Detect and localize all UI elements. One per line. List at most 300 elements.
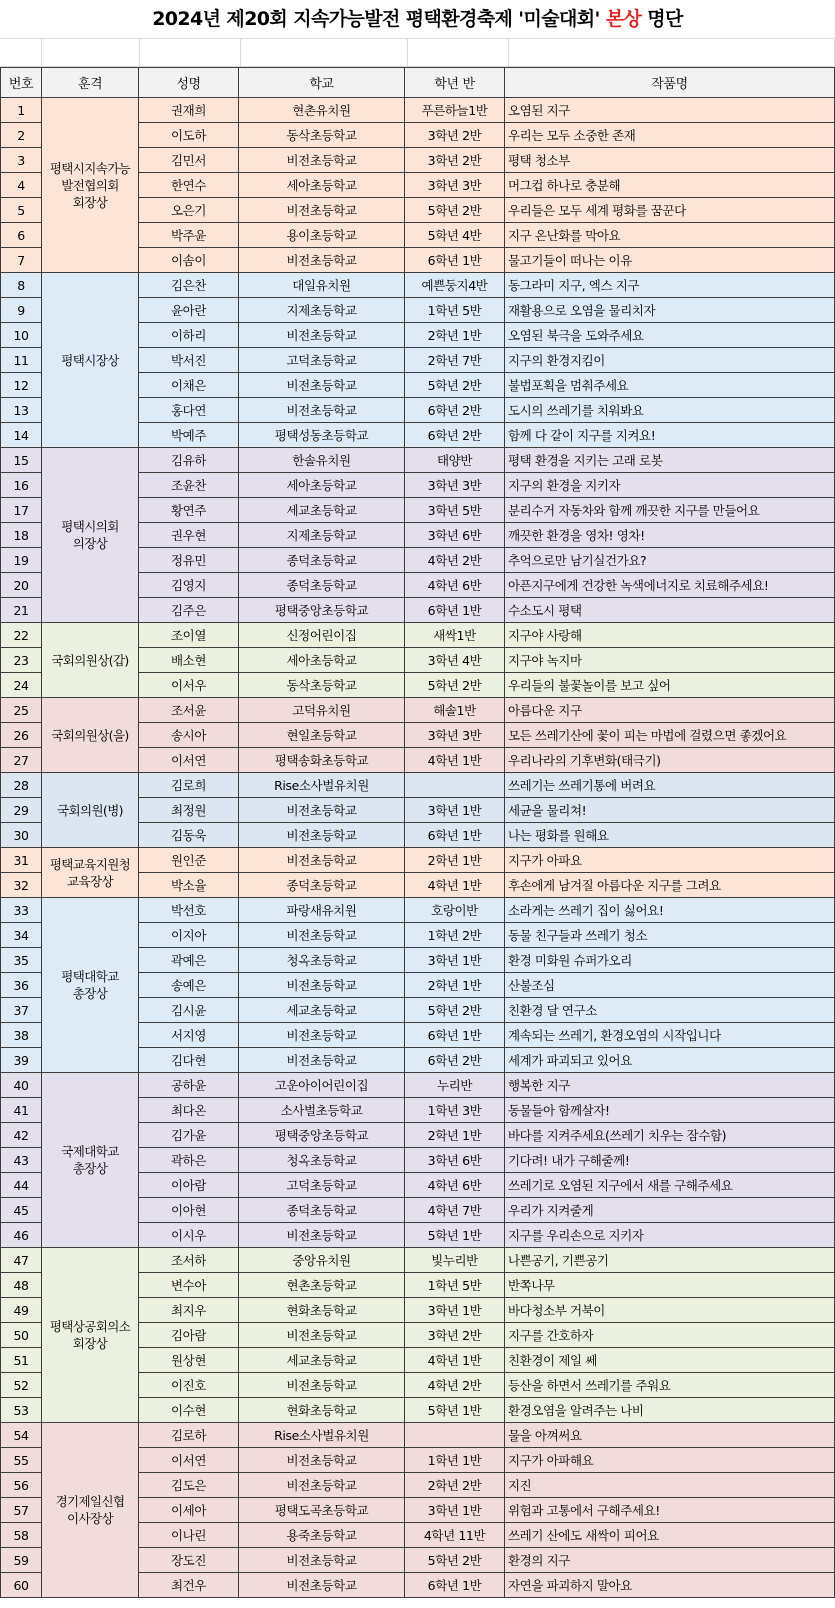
cell-artwork-title: 지구를 우리손으로 지키자 [505,1223,835,1248]
cell-artwork-title: 수소도시 평택 [505,598,835,623]
cell-grade-class: 3학년 2반 [405,1323,505,1348]
cell-grade-class: 1학년 5반 [405,1273,505,1298]
cell-number: 22 [1,623,42,648]
cell-name: 박소율 [139,873,239,898]
cell-artwork-title: 머그컵 하나로 충분해 [505,173,835,198]
cell-name: 권우현 [139,523,239,548]
cell-number: 31 [1,848,42,873]
cell-school: 고덕초등학교 [239,1173,405,1198]
cell-number: 25 [1,698,42,723]
cell-artwork-title: 위험과 고통에서 구해주세요! [505,1498,835,1523]
cell-number: 18 [1,523,42,548]
cell-grade-class: 해솔1반 [405,698,505,723]
cell-grade-class: 4학년 6반 [405,573,505,598]
awards-table [0,67,835,1598]
cell-number: 26 [1,723,42,748]
cell-number: 48 [1,1273,42,1298]
cell-number: 27 [1,748,42,773]
cell-name: 이솜이 [139,248,239,273]
cell-award: 평택상공회의소 회장상 [42,1248,139,1423]
cell-award: 경기제일신협 이사장상 [42,1423,139,1598]
cell-number: 39 [1,1048,42,1073]
cell-artwork-title: 나쁜공기, 기쁜공기 [505,1248,835,1273]
cell-artwork-title: 우리가 지켜줄게 [505,1198,835,1223]
header-artwork-title: 작품명 [505,68,835,98]
cell-school: 비전초등학교 [239,973,405,998]
cell-school: 비전초등학교 [239,148,405,173]
cell-school: 현촌초등학교 [239,1273,405,1298]
cell-artwork-title: 쓰레기로 오염된 지구에서 새를 구해주세요 [505,1173,835,1198]
cell-grade-class: 4학년 11반 [405,1523,505,1548]
cell-grade-class: 5학년 2반 [405,998,505,1023]
cell-number: 58 [1,1523,42,1548]
cell-number: 45 [1,1198,42,1223]
cell-grade-class: 예쁜둥지4반 [405,273,505,298]
cell-artwork-title: 후손에게 남겨질 아름다운 지구를 그려요 [505,873,835,898]
cell-name: 권재희 [139,98,239,123]
cell-number: 46 [1,1223,42,1248]
cell-number: 36 [1,973,42,998]
cell-school: 세아초등학교 [239,648,405,673]
cell-number: 20 [1,573,42,598]
cell-school: 평택도곡초등학교 [239,1498,405,1523]
cell-school: 한솔유치원 [239,448,405,473]
cell-artwork-title: 등산을 하면서 쓰레기를 주워요 [505,1373,835,1398]
cell-name: 정유민 [139,548,239,573]
cell-award: 평택교육지원청 교육장상 [42,848,139,898]
cell-grade-class: 1학년 2반 [405,923,505,948]
cell-grade-class: 누리반 [405,1073,505,1098]
cell-artwork-title: 우리는 모두 소중한 존재 [505,123,835,148]
cell-school: 용죽초등학교 [239,1523,405,1548]
cell-number: 23 [1,648,42,673]
cell-name: 곽예은 [139,948,239,973]
cell-name: 이서우 [139,673,239,698]
cell-grade-class: 6학년 1반 [405,1023,505,1048]
cell-award: 평택시의회 의장상 [42,448,139,623]
cell-artwork-title: 평택 청소부 [505,148,835,173]
cell-name: 조서윤 [139,698,239,723]
cell-number: 16 [1,473,42,498]
cell-award: 국제대학교 총장상 [42,1073,139,1248]
cell-name: 박예주 [139,423,239,448]
cell-number: 32 [1,873,42,898]
table-row [1,448,835,473]
cell-number: 4 [1,173,42,198]
cell-artwork-title: 추억으로만 남기실건가요? [505,548,835,573]
cell-school: 파랑새유치원 [239,898,405,923]
cell-school: 평택성동초등학교 [239,423,405,448]
cell-school: 비전초등학교 [239,798,405,823]
cell-artwork-title: 동물들아 함께살자! [505,1098,835,1123]
cell-grade-class: 4학년 7반 [405,1198,505,1223]
cell-school: 비전초등학교 [239,248,405,273]
cell-number: 56 [1,1473,42,1498]
table-row [1,898,835,923]
cell-school: 세교초등학교 [239,998,405,1023]
cell-school: 비전초등학교 [239,1023,405,1048]
cell-grade-class: 4학년 1반 [405,748,505,773]
cell-name: 송예은 [139,973,239,998]
cell-grade-class: 1학년 3반 [405,1098,505,1123]
cell-name: 김은찬 [139,273,239,298]
title-suffix: 명단 [647,8,683,30]
cell-name: 공하윤 [139,1073,239,1098]
cell-number: 41 [1,1098,42,1123]
cell-school: 비전초등학교 [239,1448,405,1473]
cell-artwork-title: 친환경이 제일 쎄 [505,1348,835,1373]
cell-name: 김주은 [139,598,239,623]
cell-artwork-title: 세균을 물리쳐! [505,798,835,823]
cell-grade-class: 3학년 3반 [405,173,505,198]
cell-number: 57 [1,1498,42,1523]
cell-school: 비전초등학교 [239,823,405,848]
cell-grade-class: 태양반 [405,448,505,473]
cell-number: 9 [1,298,42,323]
cell-number: 38 [1,1023,42,1048]
cell-artwork-title: 쓰레기는 쓰레기통에 버려요 [505,773,835,798]
cell-school: 비전초등학교 [239,923,405,948]
header-award: 훈격 [42,68,139,98]
cell-name: 한연수 [139,173,239,198]
table-row [1,773,835,798]
cell-school: 종덕초등학교 [239,1198,405,1223]
cell-name: 홍다연 [139,398,239,423]
title-main: 2024년 제20회 지속가능발전 평택환경축제 '미술대회' [152,8,600,30]
cell-name: 이도하 [139,123,239,148]
cell-name: 박주윤 [139,223,239,248]
cell-artwork-title: 나는 평화를 원해요 [505,823,835,848]
cell-name: 김유하 [139,448,239,473]
cell-artwork-title: 아름다운 지구 [505,698,835,723]
cell-name: 이아현 [139,1198,239,1223]
cell-name: 이세아 [139,1498,239,1523]
cell-school: 청옥초등학교 [239,948,405,973]
cell-artwork-title: 도시의 쓰레기를 치워봐요 [505,398,835,423]
cell-artwork-title: 환경 미화원 슈퍼가오리 [505,948,835,973]
cell-school: 종덕초등학교 [239,873,405,898]
cell-school: 지제초등학교 [239,523,405,548]
cell-grade-class [405,1423,505,1448]
cell-name: 김다현 [139,1048,239,1073]
cell-number: 30 [1,823,42,848]
cell-school: 비전초등학교 [239,1373,405,1398]
cell-award: 평택대학교 총장상 [42,898,139,1073]
cell-grade-class: 5학년 1반 [405,1398,505,1423]
cell-school: 대일유치원 [239,273,405,298]
cell-grade-class: 5학년 2반 [405,373,505,398]
cell-grade-class: 2학년 7반 [405,348,505,373]
cell-school: 비전초등학교 [239,323,405,348]
cell-artwork-title: 함께 다 같이 지구를 지켜요! [505,423,835,448]
cell-number: 37 [1,998,42,1023]
cell-number: 34 [1,923,42,948]
cell-number: 5 [1,198,42,223]
cell-name: 최지우 [139,1298,239,1323]
header-grade-class: 학년 반 [405,68,505,98]
cell-grade-class: 5학년 2반 [405,198,505,223]
cell-number: 19 [1,548,42,573]
cell-grade-class: 호랑이반 [405,898,505,923]
cell-school: 비전초등학교 [239,398,405,423]
cell-grade-class [405,773,505,798]
cell-name: 배소현 [139,648,239,673]
cell-artwork-title: 산불조심 [505,973,835,998]
cell-name: 서지영 [139,1023,239,1048]
cell-number: 42 [1,1123,42,1148]
cell-school: 비전초등학교 [239,1548,405,1573]
cell-award: 국회의원상(갑) [42,623,139,698]
cell-number: 21 [1,598,42,623]
page-title [0,0,835,38]
cell-school: 지제초등학교 [239,298,405,323]
cell-number: 14 [1,423,42,448]
cell-school: 비전초등학교 [239,198,405,223]
cell-grade-class: 새싹1반 [405,623,505,648]
cell-name: 이나린 [139,1523,239,1548]
cell-school: 세교초등학교 [239,1348,405,1373]
cell-name: 이서연 [139,748,239,773]
cell-school: 비전초등학교 [239,1048,405,1073]
cell-grade-class: 2학년 1반 [405,323,505,348]
cell-artwork-title: 환경오염을 알려주는 나비 [505,1398,835,1423]
cell-school: 평택송화초등학교 [239,748,405,773]
cell-grade-class: 4학년 2반 [405,548,505,573]
cell-school: 종덕초등학교 [239,548,405,573]
cell-grade-class: 6학년 1반 [405,598,505,623]
cell-grade-class: 1학년 1반 [405,1448,505,1473]
cell-award: 국회의원(병) [42,773,139,848]
cell-artwork-title: 물고기들이 떠나는 이유 [505,248,835,273]
cell-artwork-title: 분리수거 자동차와 함께 깨끗한 지구를 만들어요 [505,498,835,523]
cell-name: 이하리 [139,323,239,348]
cell-number: 29 [1,798,42,823]
cell-school: 중앙유치원 [239,1248,405,1273]
cell-artwork-title: 불법포획을 멈춰주세요 [505,373,835,398]
cell-grade-class: 6학년 2반 [405,423,505,448]
cell-grade-class: 3학년 1반 [405,1298,505,1323]
cell-grade-class: 3학년 3반 [405,723,505,748]
cell-artwork-title: 재활용으로 오염을 물리치자 [505,298,835,323]
cell-artwork-title: 지구를 간호하자 [505,1323,835,1348]
cell-artwork-title: 기다려! 내가 구해줄께! [505,1148,835,1173]
cell-school: 고운아이어린이집 [239,1073,405,1098]
cell-number: 2 [1,123,42,148]
cell-grade-class: 6학년 1반 [405,823,505,848]
cell-name: 곽하은 [139,1148,239,1173]
cell-artwork-title: 우리나라의 기후변화(태극기) [505,748,835,773]
cell-artwork-title: 지구 온난화를 막아요 [505,223,835,248]
cell-name: 조이열 [139,623,239,648]
cell-school: 동삭초등학교 [239,673,405,698]
cell-name: 윤아란 [139,298,239,323]
cell-name: 원상현 [139,1348,239,1373]
cell-artwork-title: 지구의 환경지킴이 [505,348,835,373]
cell-artwork-title: 물을 아껴써요 [505,1423,835,1448]
cell-grade-class: 6학년 1반 [405,248,505,273]
table-row [1,98,835,123]
cell-grade-class: 5학년 4반 [405,223,505,248]
cell-grade-class: 2학년 1반 [405,848,505,873]
title-highlight: 본상 [605,8,642,30]
cell-school: 세아초등학교 [239,173,405,198]
cell-school: 고덕유치원 [239,698,405,723]
cell-number: 60 [1,1573,42,1598]
cell-artwork-title: 지진 [505,1473,835,1498]
cell-number: 51 [1,1348,42,1373]
cell-number: 55 [1,1448,42,1473]
cell-grade-class: 4학년 1반 [405,873,505,898]
cell-school: 세교초등학교 [239,498,405,523]
table-row [1,1248,835,1273]
cell-school: Rise소사벌유치원 [239,1423,405,1448]
cell-artwork-title: 자연을 파괴하지 말아요 [505,1573,835,1598]
cell-number: 13 [1,398,42,423]
cell-number: 28 [1,773,42,798]
table-row [1,1423,835,1448]
cell-grade-class: 3학년 3반 [405,473,505,498]
cell-artwork-title: 지구가 아파요 [505,848,835,873]
cell-number: 59 [1,1548,42,1573]
cell-grade-class: 3학년 1반 [405,948,505,973]
cell-name: 장도진 [139,1548,239,1573]
cell-grade-class: 2학년 1반 [405,973,505,998]
cell-number: 43 [1,1148,42,1173]
cell-artwork-title: 지구가 아파해요 [505,1448,835,1473]
cell-name: 최건우 [139,1573,239,1598]
cell-school: 동삭초등학교 [239,123,405,148]
cell-artwork-title: 행복한 지구 [505,1073,835,1098]
cell-name: 오은기 [139,198,239,223]
cell-artwork-title: 계속되는 쓰레기, 환경오염의 시작입니다 [505,1023,835,1048]
cell-grade-class: 6학년 2반 [405,398,505,423]
cell-grade-class: 6학년 2반 [405,1048,505,1073]
cell-grade-class: 4학년 2반 [405,1373,505,1398]
cell-number: 8 [1,273,42,298]
cell-artwork-title: 아픈지구에게 건강한 녹색에너지로 치료해주세요! [505,573,835,598]
cell-artwork-title: 환경의 지구 [505,1548,835,1573]
cell-name: 김동욱 [139,823,239,848]
header-name: 성명 [139,68,239,98]
cell-name: 김로희 [139,773,239,798]
cell-name: 박서진 [139,348,239,373]
cell-school: 비전초등학교 [239,848,405,873]
cell-school: Rise소사벌유치원 [239,773,405,798]
cell-name: 조서하 [139,1248,239,1273]
cell-grade-class: 6학년 1반 [405,1573,505,1598]
cell-artwork-title: 바다청소부 거북이 [505,1298,835,1323]
cell-school: 현화초등학교 [239,1398,405,1423]
cell-grade-class: 2학년 1반 [405,1123,505,1148]
cell-school: 고덕초등학교 [239,348,405,373]
cell-grade-class: 4학년 6반 [405,1173,505,1198]
cell-artwork-title: 반쪽나무 [505,1273,835,1298]
cell-name: 김아람 [139,1323,239,1348]
cell-artwork-title: 지구의 환경을 지키자 [505,473,835,498]
table-row [1,848,835,873]
cell-grade-class: 4학년 1반 [405,1348,505,1373]
cell-school: 용이초등학교 [239,223,405,248]
cell-school: 현화초등학교 [239,1298,405,1323]
table-row [1,273,835,298]
cell-grade-class: 3학년 2반 [405,148,505,173]
cell-award: 평택시지속가능 발전협의회 회장상 [42,98,139,273]
cell-number: 15 [1,448,42,473]
cell-name: 이진호 [139,1373,239,1398]
cell-name: 김도은 [139,1473,239,1498]
cell-name: 이서연 [139,1448,239,1473]
cell-grade-class: 3학년 6반 [405,523,505,548]
cell-name: 이채은 [139,373,239,398]
cell-school: 소사벌초등학교 [239,1098,405,1123]
cell-artwork-title: 우리들은 모두 세계 평화를 꿈꾼다 [505,198,835,223]
cell-artwork-title: 지구야 사랑해 [505,623,835,648]
cell-grade-class: 5학년 2반 [405,1548,505,1573]
cell-artwork-title: 평택 환경을 지키는 고래 로봇 [505,448,835,473]
cell-artwork-title: 소라게는 쓰레기 집이 싫어요! [505,898,835,923]
cell-number: 40 [1,1073,42,1098]
cell-number: 52 [1,1373,42,1398]
cell-number: 10 [1,323,42,348]
table-row [1,1073,835,1098]
cell-number: 3 [1,148,42,173]
cell-award: 평택시장상 [42,273,139,448]
table-row [1,623,835,648]
cell-grade-class: 1학년 5반 [405,298,505,323]
cell-artwork-title: 우리들의 불꽃놀이를 보고 싶어 [505,673,835,698]
cell-grade-class: 3학년 1반 [405,798,505,823]
cell-number: 44 [1,1173,42,1198]
cell-name: 변수아 [139,1273,239,1298]
cell-school: 평택중앙초등학교 [239,598,405,623]
cell-artwork-title: 동물 친구들과 쓰레기 청소 [505,923,835,948]
cell-number: 12 [1,373,42,398]
header-row [1,68,835,98]
cell-name: 이아람 [139,1173,239,1198]
cell-name: 김민서 [139,148,239,173]
cell-name: 이시우 [139,1223,239,1248]
table-row [1,698,835,723]
cell-name: 황연주 [139,498,239,523]
cell-name: 송시아 [139,723,239,748]
cell-school: 종덕초등학교 [239,573,405,598]
cell-name: 조윤찬 [139,473,239,498]
cell-artwork-title: 오염된 북극을 도와주세요 [505,323,835,348]
cell-name: 김로하 [139,1423,239,1448]
cell-number: 35 [1,948,42,973]
cell-grade-class: 3학년 1반 [405,1498,505,1523]
cell-artwork-title: 동그라미 지구, 엑스 지구 [505,273,835,298]
cell-number: 47 [1,1248,42,1273]
cell-artwork-title: 모든 쓰레기산에 꽃이 피는 마법에 걸렸으면 좋겠어요 [505,723,835,748]
cell-number: 1 [1,98,42,123]
cell-school: 신정어린이집 [239,623,405,648]
cell-number: 33 [1,898,42,923]
header-school: 학교 [239,68,405,98]
cell-artwork-title: 오염된 지구 [505,98,835,123]
cell-number: 7 [1,248,42,273]
cell-grade-class: 5학년 2반 [405,673,505,698]
cell-school: 현촌유치원 [239,98,405,123]
cell-grade-class: 3학년 6반 [405,1148,505,1173]
cell-name: 최정원 [139,798,239,823]
cell-artwork-title: 깨끗한 환경을 영차! 영차! [505,523,835,548]
cell-number: 6 [1,223,42,248]
cell-name: 김영지 [139,573,239,598]
cell-artwork-title: 지구야 녹지마 [505,648,835,673]
cell-artwork-title: 세계가 파괴되고 있어요 [505,1048,835,1073]
table-body [1,98,835,1598]
